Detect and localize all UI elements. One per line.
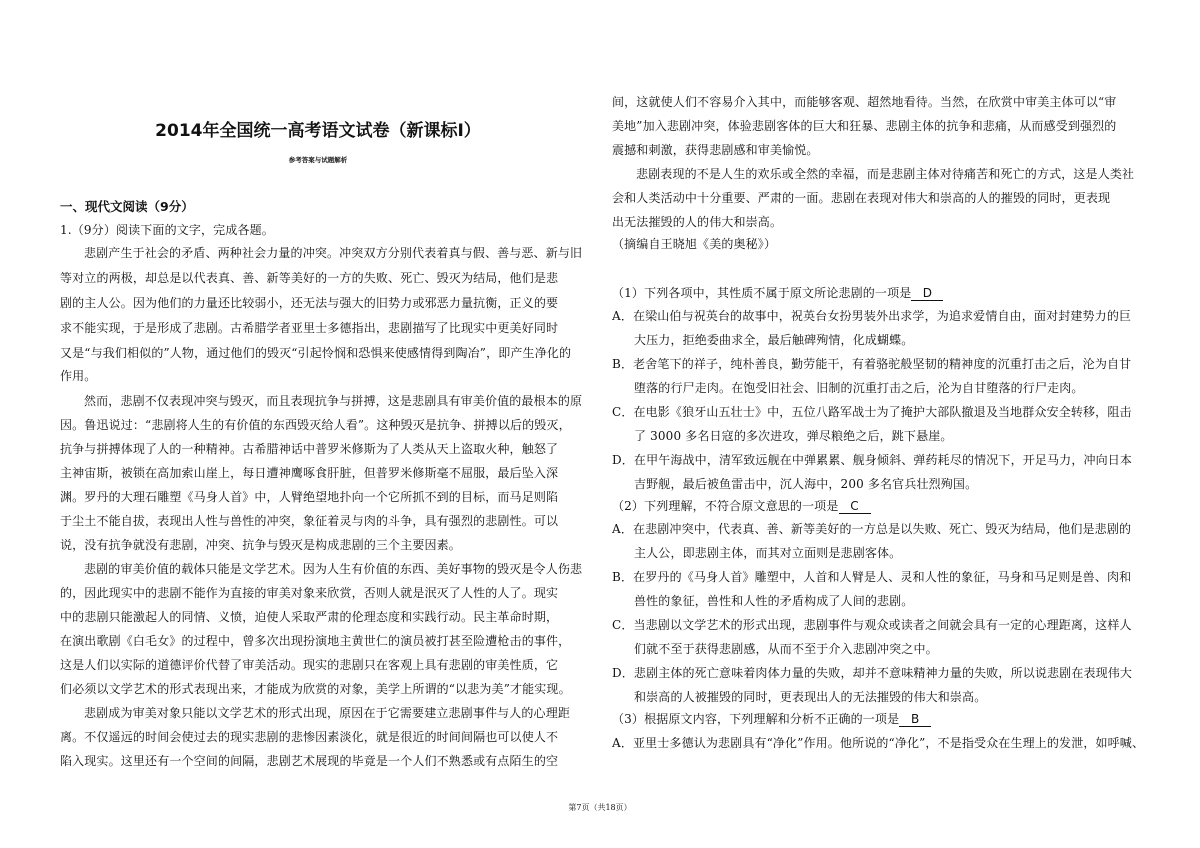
q1-option-a: A．在梁山伯与祝英台的故事中，祝英台女扮男装外出求学，为追求爱情自由，面对封建势力的巨 — [612, 309, 1132, 323]
passage-line: 悲剧的审美价值的载体只能是文学艺术。因为人生有价值的东西、美好事物的毁灭是令人伤悲 — [84, 562, 583, 576]
q2-option-b-cont: 兽性的象征，兽性和人性的矛盾构成了人间的悲剧。 — [634, 594, 914, 608]
passage-line: 间，这就使人们不容易介入其中，而能够客观、超然地看待。当然，在欣赏中审美主体可以“审 — [612, 95, 1117, 109]
q2-option-b: B．在罗丹的《马身人首》雕塑中，人首和人臂是人、灵和人性的象征，马身和马足则是兽、肉和 — [612, 570, 1132, 584]
q1-option-b-cont: 堕落的行尸走肉。在饱受旧社会、旧制的沉重打击之后，沦为自甘堕落的行尸走肉。 — [634, 381, 1084, 395]
q2-option-c: C．当悲剧以文学艺术的形式出现，悲剧事件与观众或读者之间就会具有一定的心理距离，这样人 — [612, 618, 1132, 632]
passage-line: 抗争与拼搏体现了人的一种精神。古希腊神话中普罗米修斯为了人类从天上盗取火种，触怒了 — [60, 442, 559, 456]
question-intro: 1.（9分）阅读下面的文字，完成各题。 — [60, 223, 274, 237]
passage-line: 陷入现实。这里还有一个空间的间隔，悲剧艺术展现的毕竟是一个人们不熟悉或有点陌生的空 — [60, 754, 559, 768]
question-2-stem — [612, 498, 871, 514]
section-heading: 一、现代文阅读（9分） — [60, 199, 194, 214]
q2-option-d: D．悲剧主体的死亡意味着肉体力量的失败，却并不意味精神力量的失败，所以说悲剧在表现伟大 — [612, 666, 1133, 680]
passage-line: 出无法摧毁的人的伟大和崇高。 — [612, 215, 783, 229]
passage-line: 于尘土不能自拔，表现出人性与兽性的冲突，象征着灵与肉的斗争，具有强烈的悲剧性。可以 — [60, 514, 559, 528]
question-1-answer: D — [911, 287, 943, 301]
passage-line: 的，因此现实中的悲剧不能作为直接的审美对象来欣赏，否则人就是泯灭了人性的人了。现实 — [60, 586, 559, 600]
passage-line: 会和人类活动中十分重要、严肃的一面。悲剧在表现对伟大和崇高的人的摧毁的同时，更表现 — [612, 191, 1111, 205]
question-2-text: （2）下列理解，不符合原文意思的一项是 — [612, 499, 839, 513]
passage-line: 剧的主人公。因为他们的力量还比较弱小，还无法与强大的旧势力或邪恶力量抗衡，正义的要 — [60, 296, 559, 310]
passage-line: 求不能实现，于是形成了悲剧。古希腊学者亚里士多德指出，悲剧描写了比现实中更美好同时 — [60, 321, 559, 335]
passage-line: 渊。罗丹的大理石雕塑《马身人首》中，人臂绝望地扑向一个它所抓不到的目标，而马足则陷 — [60, 490, 559, 504]
passage-line: 说，没有抗争就没有悲剧，冲突、抗争与毁灭是构成悲剧的三个主要因素。 — [60, 538, 461, 552]
page-title: 2014年全国统一高考语文试卷（新课标Ⅰ） — [155, 121, 481, 141]
question-3-stem — [612, 711, 931, 727]
passage-line: 在演出歌剧《白毛女》的过程中，曾多次出现扮演地主黄世仁的演员被打甚至险遭枪击的事件， — [60, 634, 571, 648]
passage-source: （摘编自王晓旭《美的奥秘》） — [612, 237, 777, 251]
question-3-answer: B — [899, 713, 931, 727]
question-2-answer: C — [839, 500, 871, 514]
q1-option-a-cont: 大压力，拒绝委曲求全，最后触碑殉情，化成蝴蝶。 — [634, 333, 914, 347]
passage-line: 美地”加入悲剧冲突，体验悲剧客体的巨大和狂暴、悲剧主体的抗争和悲痛，从而感受到强烈的 — [612, 119, 1117, 133]
q1-option-c-cont: 了 3000 多名日寇的多次进攻，弹尽粮绝之后，跳下悬崖。 — [634, 429, 953, 443]
question-1-text: （1）下列各项中，其性质不属于原文所论悲剧的一项是 — [612, 286, 912, 300]
passage-line: 因。鲁迅说过：“悲剧将人生的有价值的东西毁灭给人看”。这种毁灭是抗争、拼搏以后的毁灭， — [60, 418, 571, 432]
question-3-text: （3）根据原文内容，下列理解和分析不正确的一项是 — [612, 712, 900, 726]
page-footer: 第7页（共18页） — [568, 803, 632, 812]
passage-line: 又是“与我们相似的”人物，通过他们的毁灭“引起怜悯和恐惧来使感情得到陶冶”，即产生净化的 — [60, 346, 572, 360]
passage-line: 震撼和刺激，获得悲剧感和审美愉悦。 — [612, 143, 819, 157]
passage-line: 们必须以文学艺术的形式表现出来，才能成为欣赏的对象，美学上所谓的“以悲为美”才能实现。 — [60, 682, 571, 696]
passage-line: 然而，悲剧不仅表现冲突与毁灭，而且表现抗争与拼搏，这是悲剧具有审美价值的最根本的原 — [84, 394, 583, 408]
q3-option-a: A．亚里士多德认为悲剧具有“净化”作用。他所说的“净化”，不是指受众在生理上的发泄，如呼喊、 — [612, 736, 1145, 750]
passage-line: 悲剧表现的不是人生的欢乐或全然的幸福，而是悲剧主体对待痛苦和死亡的方式，这是人类社 — [636, 167, 1135, 181]
q2-option-d-cont: 和崇高的人被摧毁的同时，更表现出人的无法摧毁的伟大和崇高。 — [634, 690, 987, 704]
passage-line: 悲剧成为审美对象只能以文学艺术的形式出现，原因在于它需要建立悲剧事件与人的心理距 — [84, 706, 571, 720]
page-subtitle: 参考答案与试题解析 — [288, 156, 348, 164]
q1-option-c: C．在电影《狼牙山五壮士》中，五位八路军战士为了掩护大部队撤退及当地群众安全转移，阻击 — [612, 405, 1132, 419]
passage-line: 悲剧产生于社会的矛盾、两种社会力量的冲突。冲突双方分别代表着真与假、善与恶、新与旧 — [84, 246, 583, 260]
passage-line: 这是人们以实际的道德评价代替了审美活动。现实的悲剧只在客观上具有悲剧的审美性质，它 — [60, 658, 559, 672]
q2-option-c-cont: 们就不至于获得悲剧感，从而不至于介入悲剧冲突之中。 — [634, 642, 938, 656]
passage-line: 中的悲剧只能激起人的同情、义愤，迫使人采取严肃的伦理态度和实践行动。民主革命时期， — [60, 610, 559, 624]
passage-line: 离。不仅遥远的时间会使过去的现实悲剧的悲惨因素淡化，就是很近的时间间隔也可以使人不 — [60, 730, 559, 744]
q1-option-d: D．在甲午海战中，清军致远舰在中弹累累、舰身倾斜、弹药耗尽的情况下，开足马力，冲向日本 — [612, 453, 1133, 467]
question-1-stem — [612, 285, 943, 301]
passage-line: 等对立的两极，却总是以代表真、善、新等美好的一方的失败、死亡、毁灭为结局，他们是悲 — [60, 271, 559, 285]
q1-option-b: B．老舍笔下的祥子，纯朴善良，勤劳能干，有着骆驼般坚韧的精神度的沉重打击之后，沦为自甘 — [612, 357, 1132, 371]
passage-line: 作用。 — [60, 369, 97, 383]
q1-option-d-cont: 吉野舰，最后被鱼雷击中，沉人海中，200 多名官兵壮烈殉国。 — [634, 477, 978, 491]
passage-line: 主神宙斯，被锁在高加索山崖上，每日遭神鹰啄食肝脏，但普罗米修斯毫不屈服，最后坠入深 — [60, 466, 559, 480]
q2-option-a-cont: 主人公，即悲剧主体，而其对立面则是悲剧客体。 — [634, 546, 902, 560]
q2-option-a: A．在悲剧冲突中，代表真、善、新等美好的一方总是以失败、死亡、毁灭为结局，他们是悲剧的 — [612, 522, 1132, 536]
